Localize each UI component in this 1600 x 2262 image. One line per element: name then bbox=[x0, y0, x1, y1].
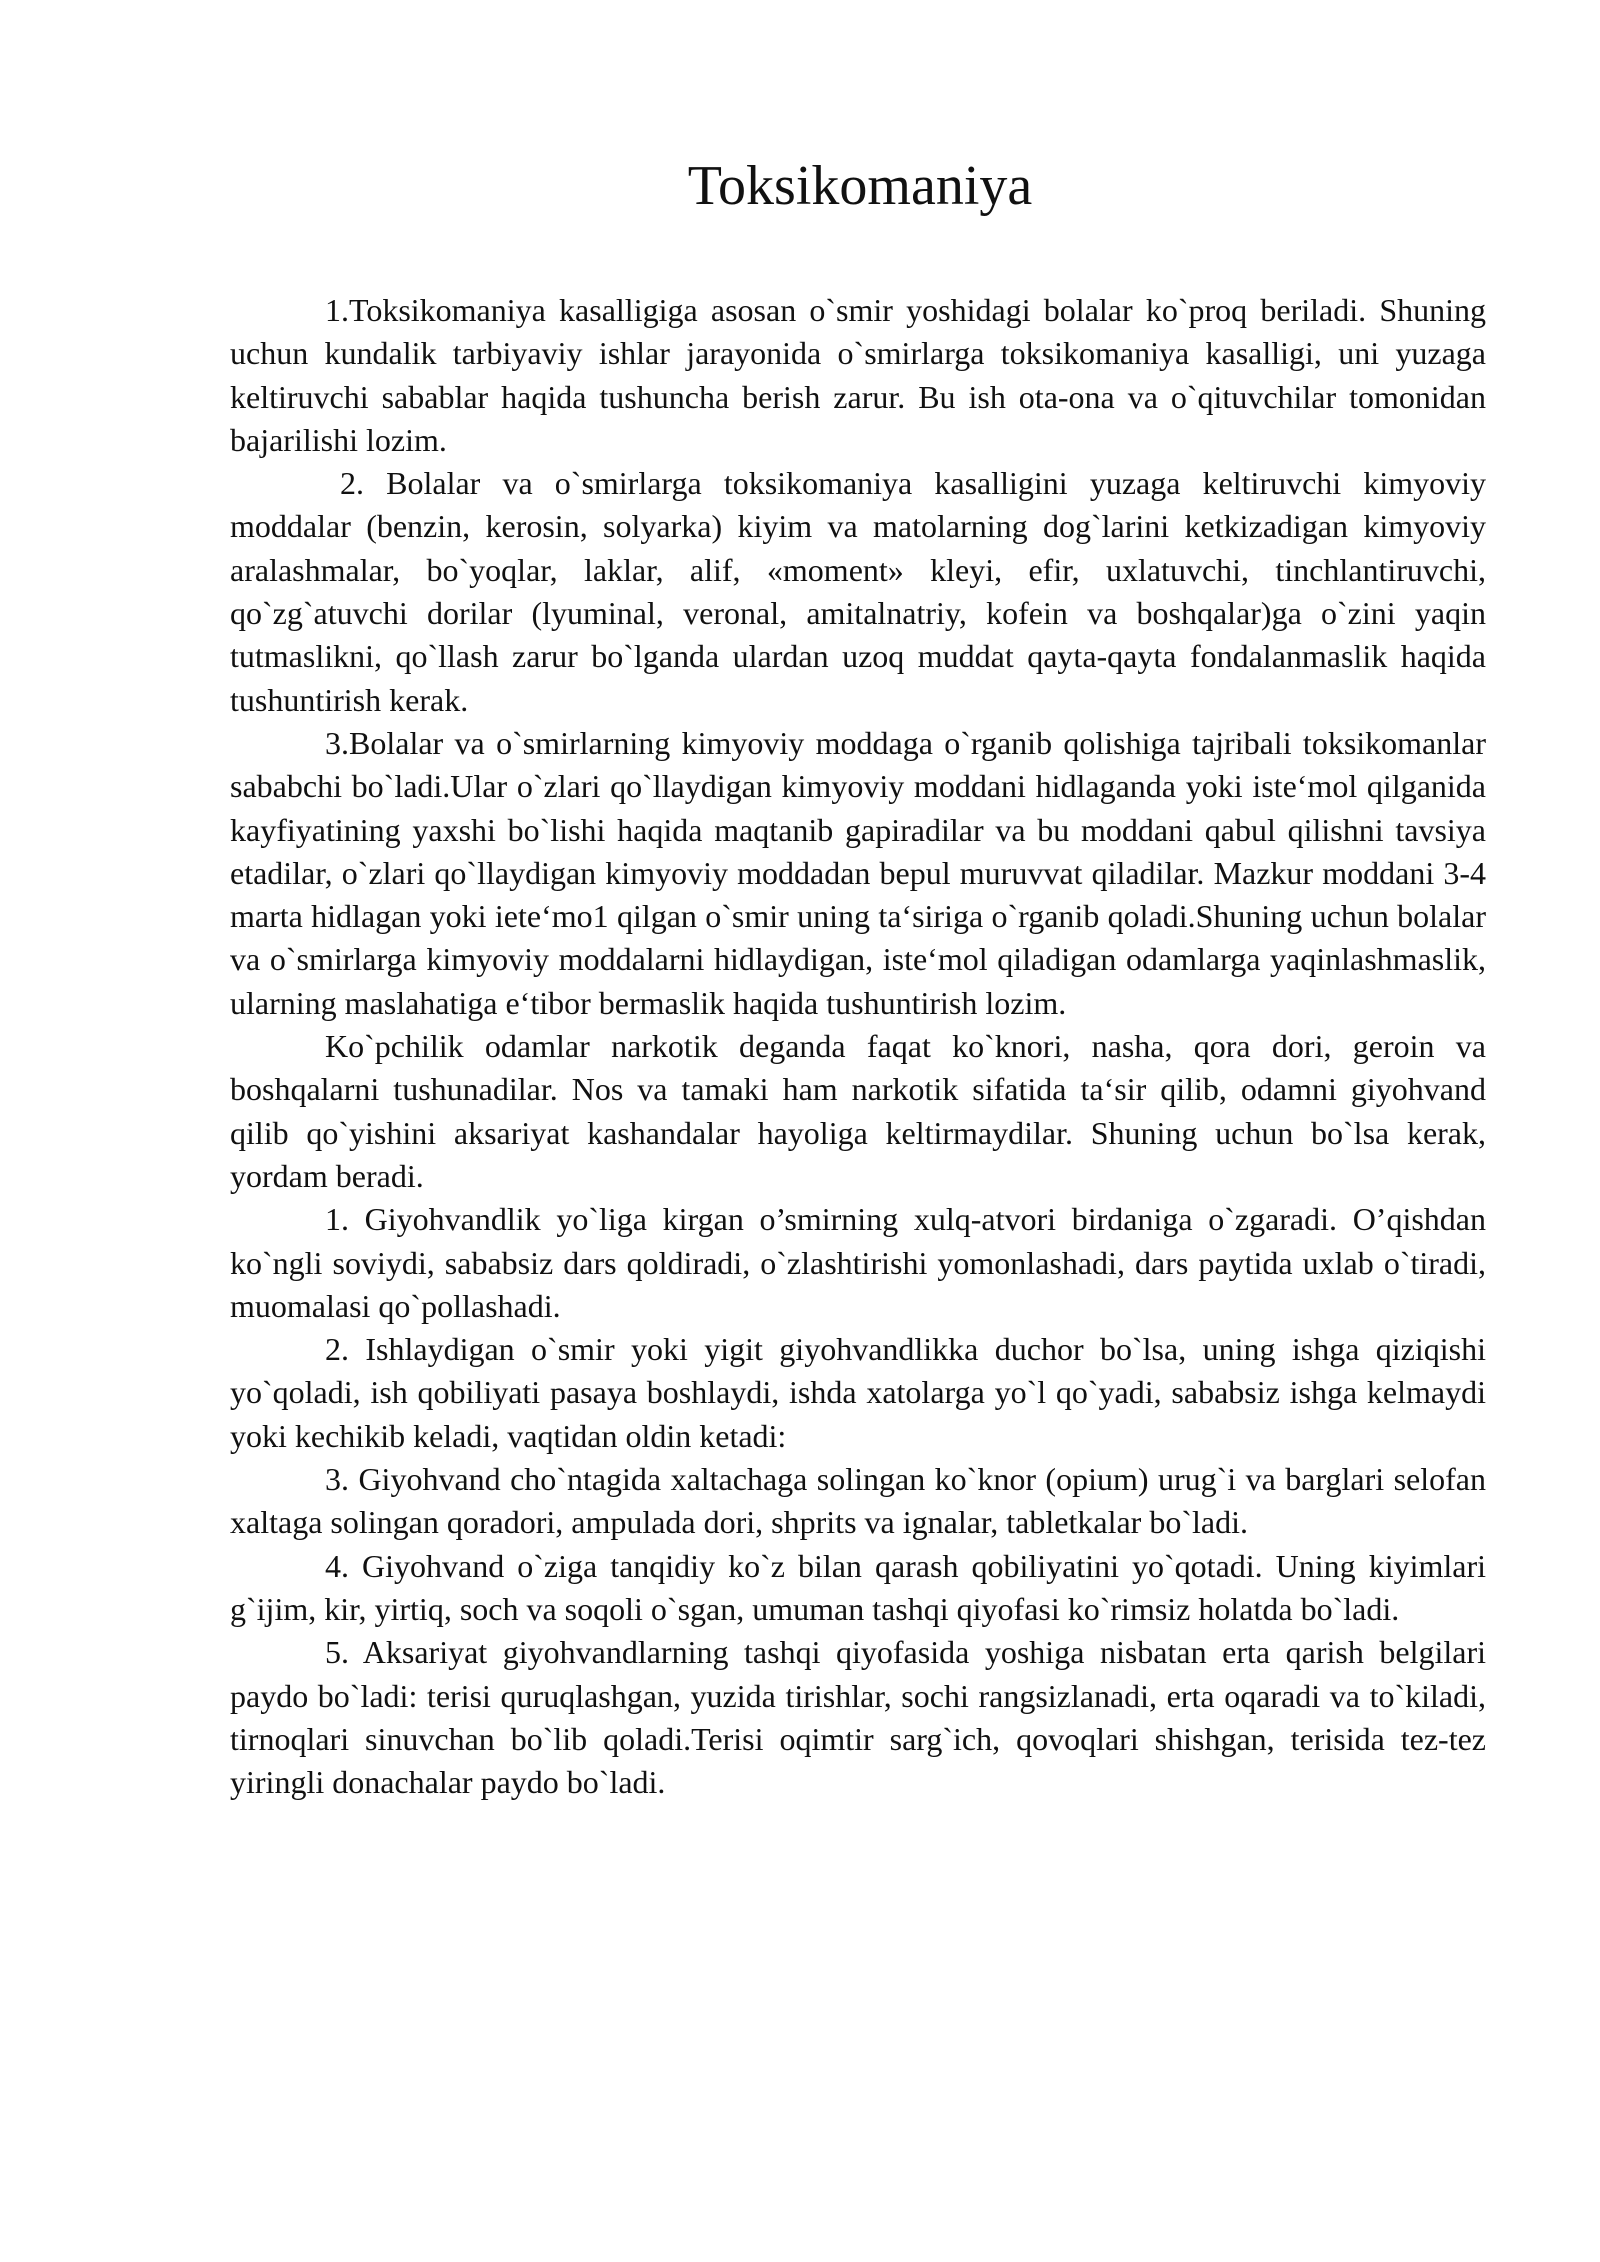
paragraph-2: 2. Bolalar va o`smirlarga toksikomaniya kasalligini yuzaga keltiruvchi kimyoviy moddalar (benzin, kerosin, solyarka) kiyim va matolarning dog`larini ketkizadigan kimyoviy aralashmalar, bo`yoqlar, laklar, alif, «moment» kleyi, efir, uxlatuvchi, tinchlantiruvchi, qo`zg`atuvchi dorilar (lyuminal, veronal, amitalnatriy, kofein va boshqalar)ga o`zini yaqin tutmaslikni, qo`llash zarur bo`lganda ulardan uzoq muddat qayta-qayta fondalanmaslik haqida tushuntirish kerak. bbox=[230, 465, 1486, 718]
paragraph-5: 1. Giyohvandlik yo`liga kirgan o’smirning xulq-atvori birdaniga o`zgaradi. O’qishdan ko`ngli soviydi, sababsiz dars qoldiradi, o`zlashtirishi yomonlashadi, dars paytida uxlab o`tiradi, muomalasi qo`pollashadi. bbox=[230, 1201, 1486, 1324]
paragraph-3: 3.Bolalar va o`smirlarning kimyoviy moddaga o`rganib qolishiga tajribali toksikomanlar sababchi bo`ladi.Ular o`zlari qo`llaydigan kimyoviy moddani hidlaganda yoki iste‘mol qilganida kayfiyatining yaxshi bo`lishi haqida maqtanib gapiradilar va bu moddani qabul qilishni tavsiya etadilar, o`zlari qo`llaydigan kimyoviy moddadan bepul muruvvat qiladilar. Mazkur moddani 3-4 marta hidlagan yoki iete‘mo1 qilgan o`smir uning ta‘siriga o`rganib qoladi.Shuning uchun bolalar va o`smirlarga kimyoviy moddalarni hidlaydigan, iste‘mol qiladigan odamlarga yaqinlashmaslik, ularning maslahatiga e‘tibor bermaslik haqida tushuntirish lozim. bbox=[230, 724, 1486, 1021]
paragraph-7: 3. Giyohvand cho`ntagida xaltachaga solingan ko`knor (opium) urug`i va barglari selofan xaltaga solingan qoradori, ampulada dori, shprits va ignalar, tabletkalar bo`ladi. bbox=[230, 1461, 1486, 1541]
paragraph-8: 4. Giyohvand o`ziga tanqidiy ko`z bilan qarash qobiliyatini yo`qotadi. Uning kiyimlari g`ijim, kir, yirtiq, soch va soqoli o`sgan, umuman tashqi qiyofasi ko`rimsiz holatda bo`ladi. bbox=[230, 1547, 1486, 1627]
document-body bbox=[230, 289, 1486, 1804]
page-title: Toksikomaniya bbox=[687, 155, 1033, 217]
paragraph-1: 1.Toksikomaniya kasalligiga asosan o`smir yoshidagi bolalar ko`proq beriladi. Shuning uchun kundalik tarbiyaviy ishlar jarayonida o`smirlarga toksikomaniya kasalligi, uni yuzaga keltiruvchi sabablar haqida tushuncha berish zarur. Bu ish ota-ona va o`qituvchilar tomonidan bajarilishi lozim. bbox=[230, 292, 1486, 458]
paragraph-9: 5. Aksariyat giyohvandlarning tashqi qiyofasida yoshiga nisbatan erta qarish belgilari paydo bo`ladi: terisi quruqlashgan, yuzida tirishlar, sochi rangsizlanadi, erta oqaradi va to`kiladi, tirnoqlari sinuvchan bo`lib qoladi.Terisi oqimtir sarg`ich, qovoqlari shishgan, terisida tez-tez yiringli donachalar paydo bo`ladi. bbox=[230, 1634, 1486, 1801]
paragraph-6: 2. Ishlaydigan o`smir yoki yigit giyohvandlikka duchor bo`lsa, uning ishga qiziqishi yo`qoladi, ish qobiliyati pasaya boshlaydi, ishda xatolarga yo`l qo`yadi, sababsiz ishga kelmaydi yoki kechikib keladi, vaqtidan oldin ketadi: bbox=[230, 1331, 1486, 1454]
paragraph-4: Ko`pchilik odamlar narkotik deganda faqat ko`knori, nasha, qora dori, geroin va boshqalarni tushunadilar. Nos va tamaki ham narkotik sifatida ta‘sir qilib, odamni giyohvand qilib qo`yishini aksariyat kashandalar hayoliga keltirmaydilar. Shuning uchun bo`lsa kerak, yordam beradi. bbox=[230, 1028, 1486, 1194]
